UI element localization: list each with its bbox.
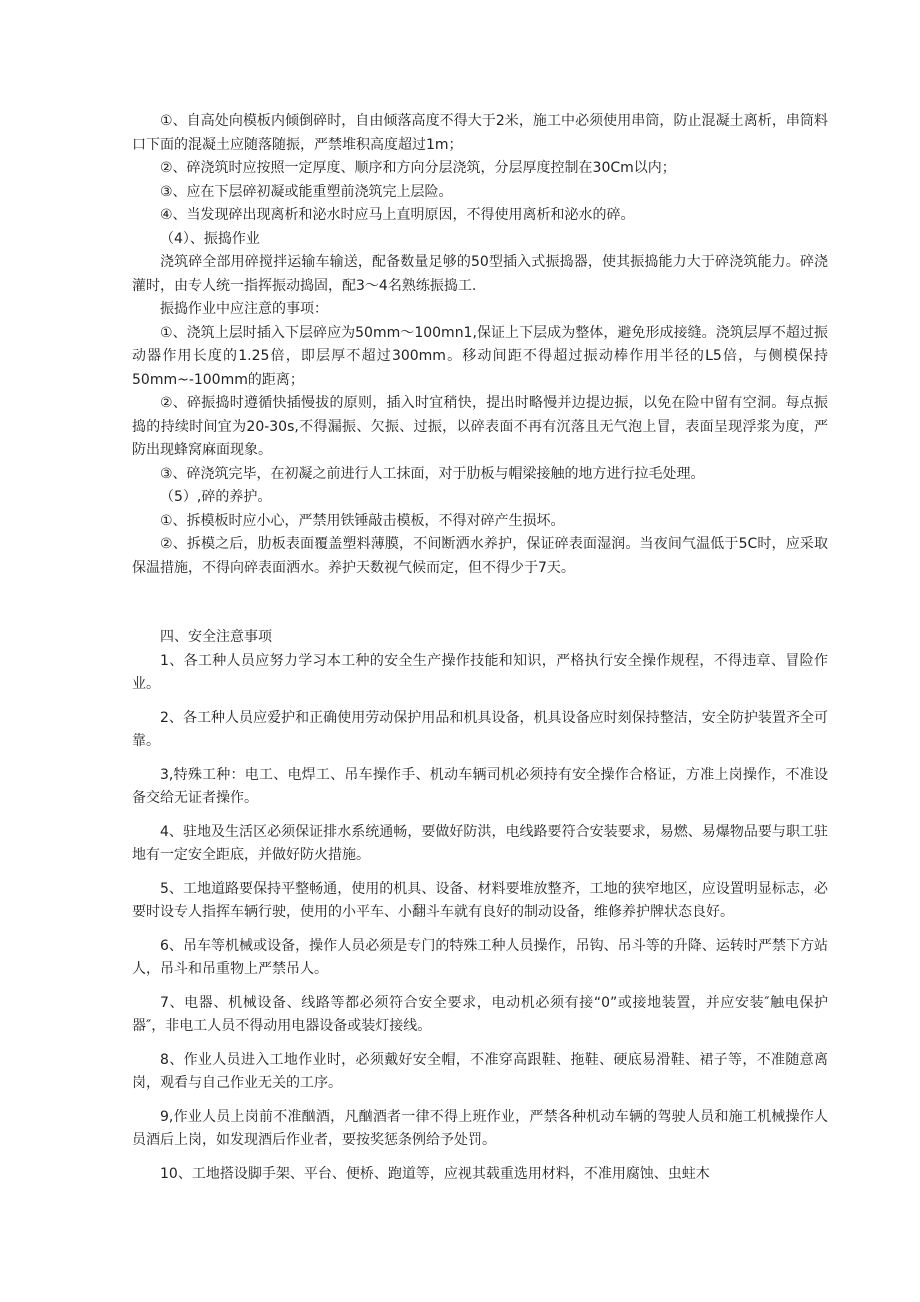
concrete-section	[132, 110, 828, 580]
safety-item: 10、工地搭设脚手架、平台、便桥、跑道等，应视其载重选用材料，不准用腐蚀、虫蛀木	[160, 1165, 710, 1182]
document-page	[132, 110, 828, 1186]
paragraph: 振捣作业中应注意的事项：	[160, 301, 328, 317]
safety-item: 6、吊车等机械或设备，操作人员必须是专门的特殊工种人员操作，吊钩、吊斗等的升降、运转时严禁下方站人，吊斗和吊重物上严禁吊人。	[132, 937, 828, 977]
subheading-curing: （5）,碎的养护。	[160, 489, 272, 505]
paragraph: ①、自高处向模板内倾倒碎时，自由倾落高度不得大于2米，施工中必须使用串筒，防止混凝土离析，串筒料口下面的混凝土应随落随振，严禁堆积高度超过1m；	[132, 113, 828, 153]
safety-item: 8、作业人员进入工地作业时，必须戴好安全帽，不准穿高跟鞋、拖鞋、硬底易滑鞋、裙子等，不准随意离岗，观看与自己作业无关的工序。	[132, 1051, 828, 1091]
paragraph: 浇筑碎全部用碎搅拌运输车输送，配备数量足够的50型插入式振捣器，使其振捣能力大于碎浇筑能力。碎浇灌时，由专人统一指挥振动捣固，配3～4名熟练振捣工.	[132, 254, 828, 294]
paragraph: ②、碎浇筑时应按照一定厚度、顺序和方向分层浇筑，分层厚度控制在30Cm以内；	[160, 160, 676, 176]
safety-item: 5、工地道路要保持平整畅通，使用的机具、设备、材料要堆放整齐，工地的狭窄地区，应设置明显标志，必要时设专人指挥车辆行驶，使用的小平车、小翻斗车就有良好的制动设备，维修养护牌状态良好。	[132, 880, 828, 920]
paragraph: ③、应在下层碎初凝或能重塑前浇筑完上层险。	[160, 183, 453, 200]
safety-item: 4、驻地及生活区必须保证排水系统通畅，要做好防洪，电线路要符合安装要求，易燃、易爆物品要与职工驻地有一定安全距底，并做好防火措施。	[132, 823, 828, 863]
paragraph: ②、碎振捣时遵循快插慢拔的原则，插入时宜稍快，提出时略慢并边提边振，以免在险中留有空洞。每点振捣的持续时间宜为20-30s,不得漏振、欠振、过振，以碎表面不再有沉落且无气泡上冒，表面呈现浮浆为度，严防出现蜂窝麻面现象。	[132, 395, 828, 458]
safety-item: 9,作业人员上岗前不准酗酒，凡酗酒者一律不得上班作业，严禁各种机动车辆的驾驶人员和施工机械操作人员酒后上岗，如发现酒后作业者，要按奖惩条例给予处罚。	[132, 1108, 828, 1148]
paragraph: ①、浇筑上层时插入下层碎应为50mm～100mn1,保证上下层成为整体，避免形成接缝。浇筑层厚不超过振动器作用长度的1.25倍，即层厚不超过300mm。移动间距不得超过振动棒作用半径的L5倍，与侧模保持50mm~-100mm的距离；	[132, 324, 828, 388]
section-title: 四、安全注意事项	[160, 629, 272, 645]
paragraph: ①、拆模板时应小心，严禁用铁锤敲击模板，不得对碎产生损坏。	[160, 512, 565, 529]
section-spacer	[132, 580, 828, 626]
paragraph: ②、拆模之后，肋板表面覆盖塑料薄膜，不间断洒水养护，保证碎表面湿润。当夜间气温低于5C时，应采取保温措施，不得向碎表面洒水。养护天数视气候而定，但不得少于7天。	[132, 536, 828, 576]
paragraph: ③、碎浇筑完毕，在初凝之前进行人工抹面，对于肋板与帽梁接触的地方进行拉毛处理。	[160, 465, 705, 482]
safety-item: 3,特殊工种：电工、电焊工、吊车操作手、机动车辆司机必须持有安全操作合格证，方准上岗操作，不准设备交给无证者操作。	[132, 766, 828, 806]
subheading-vibration: （4）、振捣作业	[160, 230, 260, 247]
safety-item: 1、各工种人员应努力学习本工种的安全生产操作技能和知识，严格执行安全操作规程，不得违章、冒险作业。	[132, 652, 828, 692]
safety-item: 7、电器、机械设备、线路等都必须符合安全要求，电动机必须有接“0”或接地装置，并应安装″触电保护器″，非电工人员不得动用电器设备或装灯接线。	[132, 994, 828, 1034]
safety-item: 2、各工种人员应爱护和正确使用劳动保护用品和机具设备，机具设备应时刻保持整洁，安全防护装置齐全可靠。	[132, 709, 828, 749]
safety-section	[132, 626, 828, 1186]
paragraph: ④、当发现碎出现离析和泌水时应马上直明原因，不得使用离析和泌水的碎。	[160, 207, 635, 223]
